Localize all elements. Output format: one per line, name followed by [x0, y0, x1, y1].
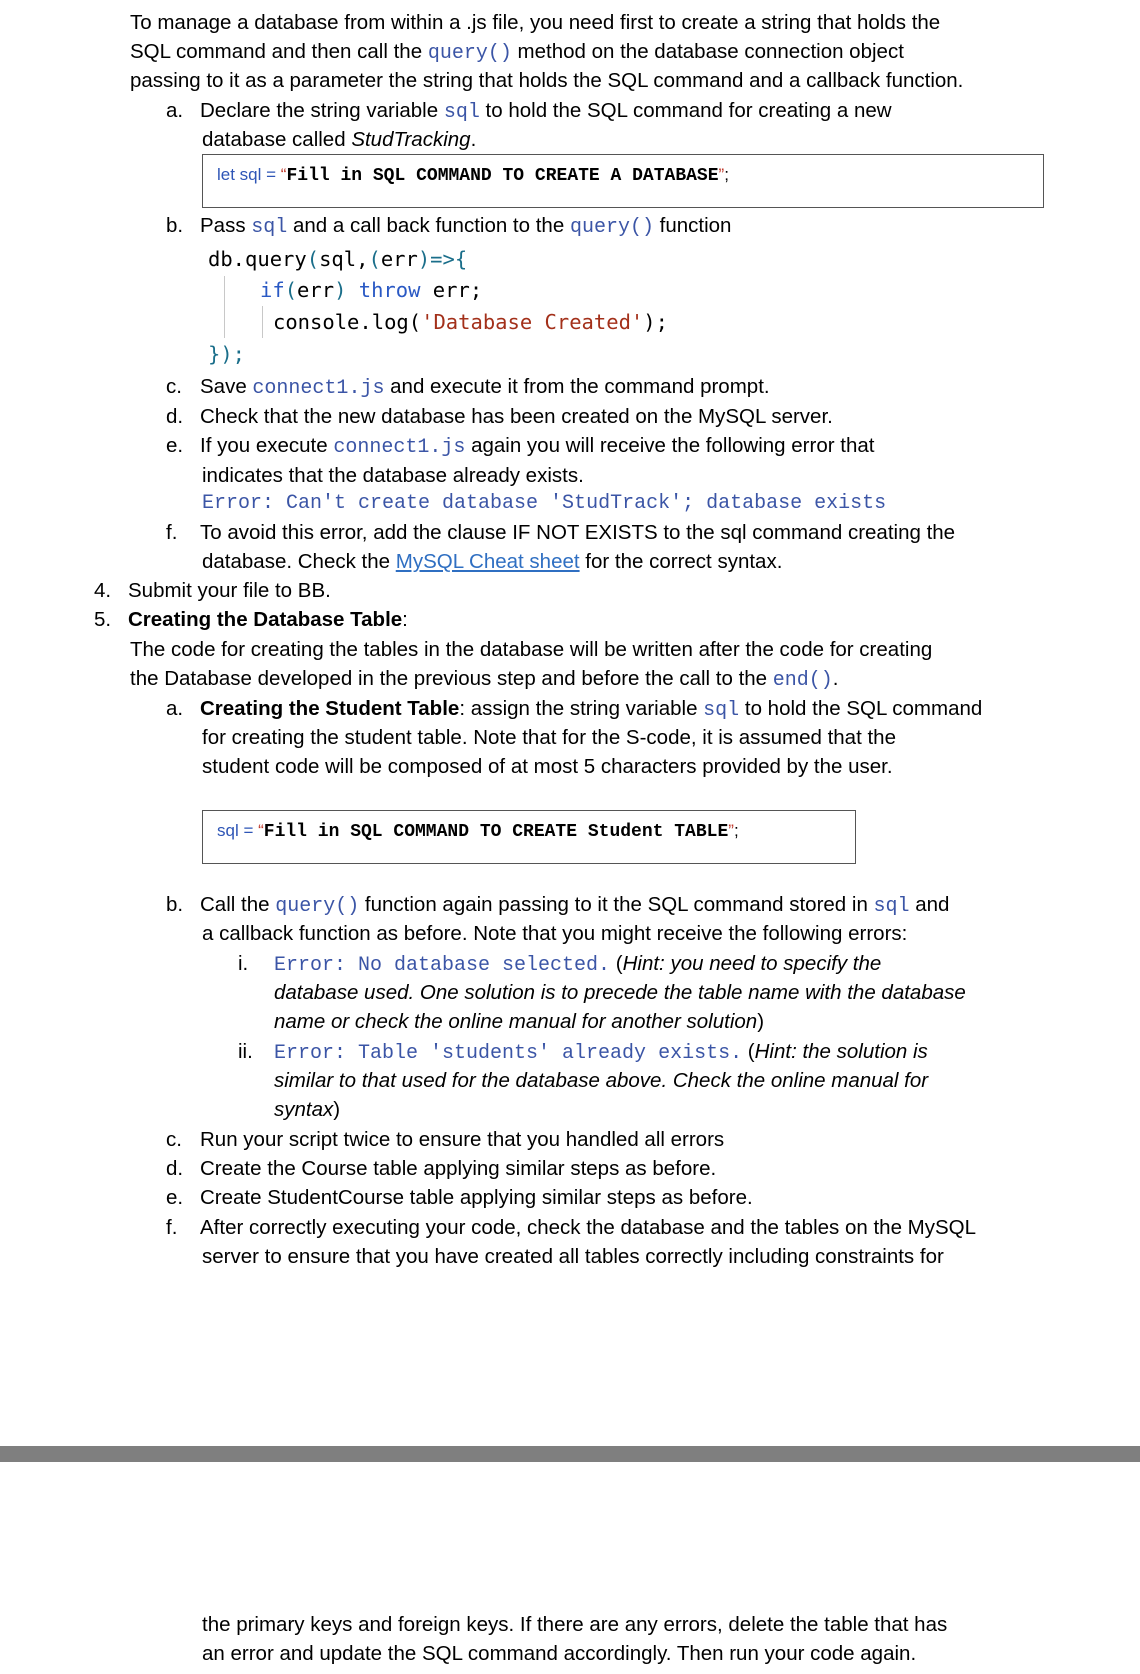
code-line-1: db.query(sql,(err)=>{	[208, 247, 468, 271]
code-box-create-student-table	[202, 810, 856, 864]
sub-b-line-2: a callback function as before. Note that you might receive the following errors:	[202, 922, 908, 945]
intro-line-2: SQL command and then call the query() method on the database connection object	[130, 40, 904, 65]
code-line-2: if(err) throw err;	[260, 278, 483, 302]
mysql-cheat-sheet-link[interactable]: MySQL Cheat sheet	[395, 550, 580, 573]
sub-f: f. After correctly executing your code, check the database and the tables on the MySQL	[166, 1216, 977, 1239]
intro-line-1: To manage a database from within a .js file, you need first to create a string that holds the	[130, 11, 941, 34]
step-a-line-2: database called StudTracking.	[202, 128, 477, 151]
sub-a-line-3: student code will be composed of at most 5 characters provided by the user.	[202, 755, 893, 778]
error-table-exists-hint-2: similar to that used for the database above. Check the online manual for	[274, 1069, 929, 1092]
page-break-separator	[0, 1446, 1140, 1462]
error-no-database-hint-3: name or check the online manual for another solution)	[274, 1010, 765, 1033]
error-db-exists: Error: Can't create database 'StudTrack'; database exists	[202, 492, 887, 515]
sub-b: b. Call the query() function again passing to it the SQL command stored in sql and	[166, 893, 950, 918]
sub-a: a. Creating the Student Table: assign the string variable sql to hold the SQL command	[166, 697, 983, 722]
intro-line-3: passing to it as a parameter the string that holds the SQL command and a callback function.	[130, 69, 964, 92]
item-4: 4. Submit your file to BB.	[94, 579, 331, 602]
sub-f-line-2: server to ensure that you have created all tables correctly including constraints for	[202, 1245, 944, 1268]
sub-a-line-2: for creating the student table. Note that for the S-code, it is assumed that the	[202, 726, 896, 749]
item-5-para-line-2: the Database developed in the previous step and before the call to the end().	[130, 667, 839, 692]
step-a: a. Declare the string variable sql to hold the SQL command for creating a new	[166, 99, 892, 124]
step-d: d. Check that the new database has been created on the MySQL server.	[166, 405, 833, 428]
step-e: e. If you execute connect1.js again you will receive the following error that	[166, 434, 875, 459]
code-line-3: console.log('Database Created');	[273, 310, 668, 334]
code-box-create-database	[202, 154, 1044, 208]
step-e-line-2: indicates that the database already exists.	[202, 464, 584, 487]
item-5-para-line-1: The code for creating the tables in the database will be written after the code for creating	[130, 638, 933, 661]
code-indent-guide-inner	[262, 306, 263, 338]
sub-e: e. Create StudentCourse table applying similar steps as before.	[166, 1186, 753, 1209]
sub-c: c. Run your script twice to ensure that you handled all errors	[166, 1128, 725, 1151]
db-name: StudTracking	[351, 128, 471, 151]
code-box-create-student-table-text: sql = “Fill in SQL COMMAND TO CREATE Student TABLE”;	[217, 821, 739, 842]
code-box-create-database-text: let sql = “Fill in SQL COMMAND TO CREATE A DATABASE”;	[217, 165, 729, 186]
code-indent-guide	[224, 276, 225, 338]
error-no-database-hint-2: database used. One solution is to precede the table name with the database	[274, 981, 966, 1004]
error-table-exists: ii. Error: Table 'students' already exists. (Hint: the solution is	[238, 1040, 928, 1065]
page2-line-1: the primary keys and foreign keys. If there are any errors, delete the table that has	[202, 1613, 948, 1636]
inline-code-query: query()	[427, 42, 512, 65]
code-line-4: });	[208, 342, 246, 366]
step-f-line-2: database. Check the MySQL Cheat sheet for the correct syntax.	[202, 550, 783, 573]
step-f: f. To avoid this error, add the clause IF NOT EXISTS to the sql command creating the	[166, 521, 956, 544]
item-5-heading: 5. Creating the Database Table:	[94, 608, 408, 631]
step-b: b. Pass sql and a call back function to the query() function	[166, 214, 732, 239]
sub-d: d. Create the Course table applying similar steps as before.	[166, 1157, 717, 1180]
error-table-exists-hint-3: syntax)	[274, 1098, 341, 1121]
step-c: c. Save connect1.js and execute it from the command prompt.	[166, 375, 770, 400]
error-no-database: i. Error: No database selected. (Hint: you need to specify the	[238, 952, 882, 977]
page2-line-2: an error and update the SQL command accordingly. Then run your code again.	[202, 1642, 917, 1665]
